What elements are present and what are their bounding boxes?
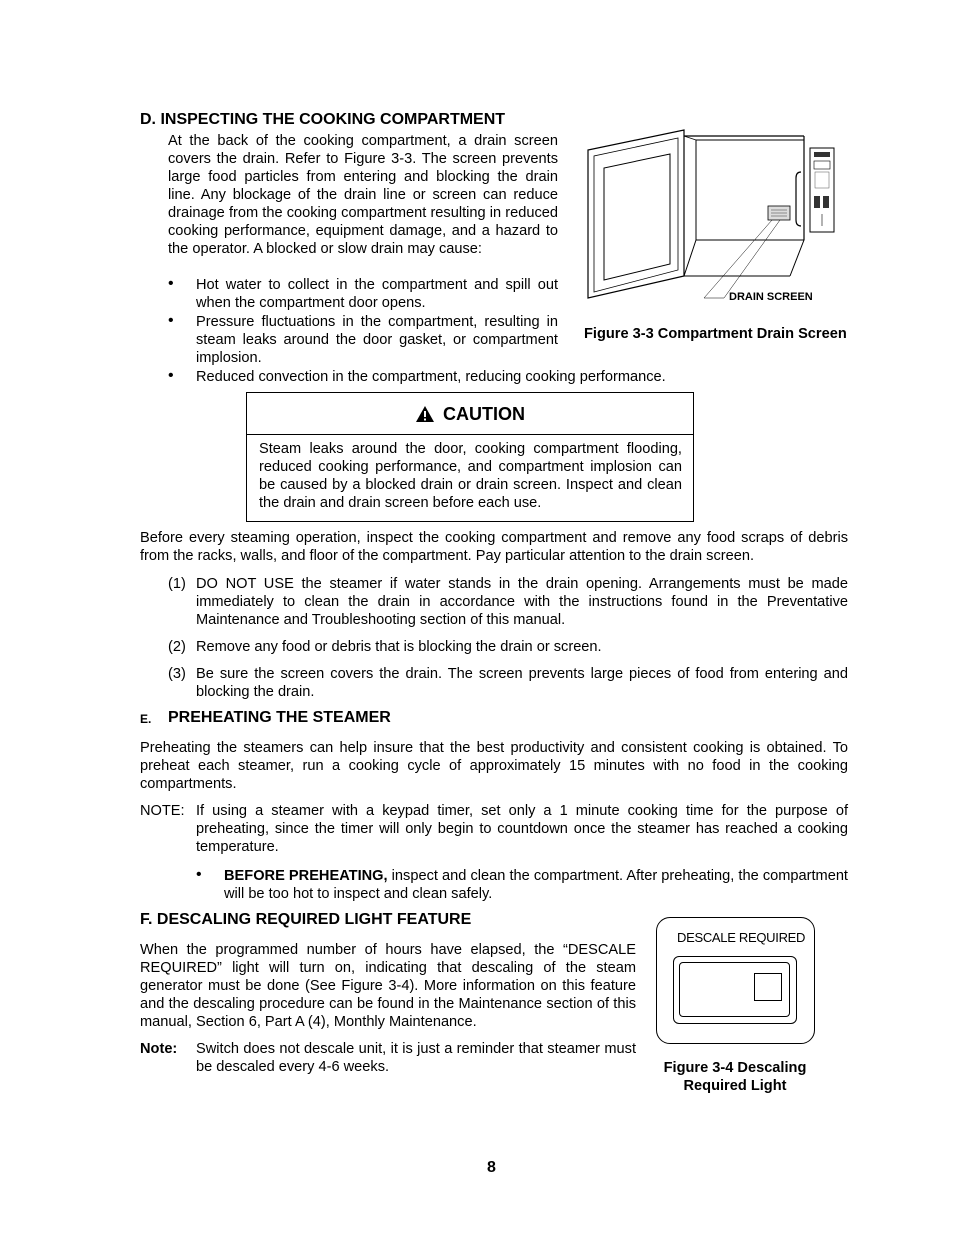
section-d-heading: D. INSPECTING THE COOKING COMPARTMENT (140, 111, 506, 128)
section-e-note-label: NOTE: (140, 803, 185, 819)
caution-text: Steam leaks around the door, cooking compartment flooding, reduced cooking performance, and compartment implosion can be caused by a blocked drain or drain screen. Inspect and clean the drain and drain screen before each use. (259, 441, 682, 511)
descale-panel (656, 917, 815, 1044)
figure-3-3-caption: Figure 3-3 Compartment Drain Screen (584, 326, 847, 342)
descale-switch-frame (673, 956, 797, 1024)
figure-3-4-caption-line-1: Figure 3-4 Descaling (663, 1060, 807, 1076)
step-text: Remove any food or debris that is blocking the drain or screen. (196, 639, 602, 655)
section-e-note-text: If using a steamer with a keypad timer, set only a 1 minute cooking time for the purpose of preheating, since the timer will only begin to countdown once the steamer has reached a cooking temperature. (196, 803, 848, 855)
caution-title: CAUTION (443, 403, 525, 424)
section-f-note-text: Switch does not descale unit, it is just a reminder that steamer must be descaled every 4-6 weeks. (196, 1041, 636, 1075)
figure-3-4-caption (636, 1059, 834, 1095)
bullet-dot: • (196, 866, 202, 883)
descale-switch (679, 962, 790, 1017)
section-f-note-label: Note: (140, 1041, 178, 1057)
step-number: (1) (168, 576, 186, 592)
section-e-letter: E. (140, 712, 152, 726)
figure-3-4-caption-line-2: Required Light (683, 1078, 787, 1094)
bullet-dot: • (168, 312, 174, 329)
step-text: DO NOT USE the steamer if water stands in the drain opening. Arrangements must be made immediately to clean the drain in accordance with the instructions found in the Preventative Maintenance and Troubleshooting section of this manual. (196, 576, 848, 628)
bullet-dot: • (168, 275, 174, 292)
compartment-drain-figure (584, 128, 844, 308)
bullet-dot: • (168, 367, 174, 384)
section-d-intro: At the back of the cooking compartment, a drain screen covers the drain. Refer to Figure 3-3. The screen prevents large food particles from entering and blocking the drain line. Any blockage of the drain line or screen can reduce drainage from the cooking compartment resulting in reduced cooking performance, equipment damage, and a hazard to the operator. A blocked or slow drain may cause: (168, 133, 558, 257)
descale-light-indicator (754, 973, 782, 1001)
section-f-heading: F. DESCALING REQUIRED LIGHT FEATURE (140, 911, 472, 928)
section-e-bullet-bold: BEFORE PREHEATING, (224, 868, 388, 884)
warning-triangle-icon (415, 405, 435, 423)
section-e-bullet (224, 867, 848, 903)
step-number: (3) (168, 666, 186, 682)
section-e-paragraph: Preheating the steamers can help insure that the best productivity and consistent cooking is obtained. To preheat each steamer, run a cooking cycle of approximately 15 minutes with no food in the cooking compartments. (140, 740, 848, 792)
section-d-bullet-1: Hot water to collect in the compartment and spill out when the compartment door opens. (196, 277, 558, 311)
section-f-paragraph: When the programmed number of hours have elapsed, the “DESCALE REQUIRED” light will turn on, indicating that descaling of the steam generator must be done (See Figure 3-4). More information on this feature and the descaling procedure can be found in the Maintenance section of this manual, Section 6, Part A (4), Monthly Maintenance. (140, 942, 636, 1030)
page-number: 8 (487, 1159, 496, 1176)
descale-panel-label: DESCALE REQUIRED (677, 930, 806, 945)
section-e-heading: PREHEATING THE STEAMER (168, 709, 391, 726)
section-e-bullet-rest: inspect and clean the compartment. After preheating, the compartment will be too hot to inspect and clean safely. (224, 868, 848, 902)
section-d-bullet-3: Reduced convection in the compartment, reducing cooking performance. (196, 369, 666, 385)
step-number: (2) (168, 639, 186, 655)
section-d-bullet-2: Pressure fluctuations in the compartment, resulting in steam leaks around the door gasket, or compartment implosion. (196, 314, 558, 366)
drain-screen-label: DRAIN SCREEN (729, 291, 813, 303)
before-steaming-paragraph: Before every steaming operation, inspect the cooking compartment and remove any food scraps of debris from the racks, walls, and floor of the compartment. Pay particular attention to the drain screen. (140, 530, 848, 564)
step-text: Be sure the screen covers the drain. The screen prevents large pieces of food from entering and blocking the drain. (196, 666, 848, 700)
caution-box (246, 392, 694, 522)
caution-header (247, 393, 693, 435)
